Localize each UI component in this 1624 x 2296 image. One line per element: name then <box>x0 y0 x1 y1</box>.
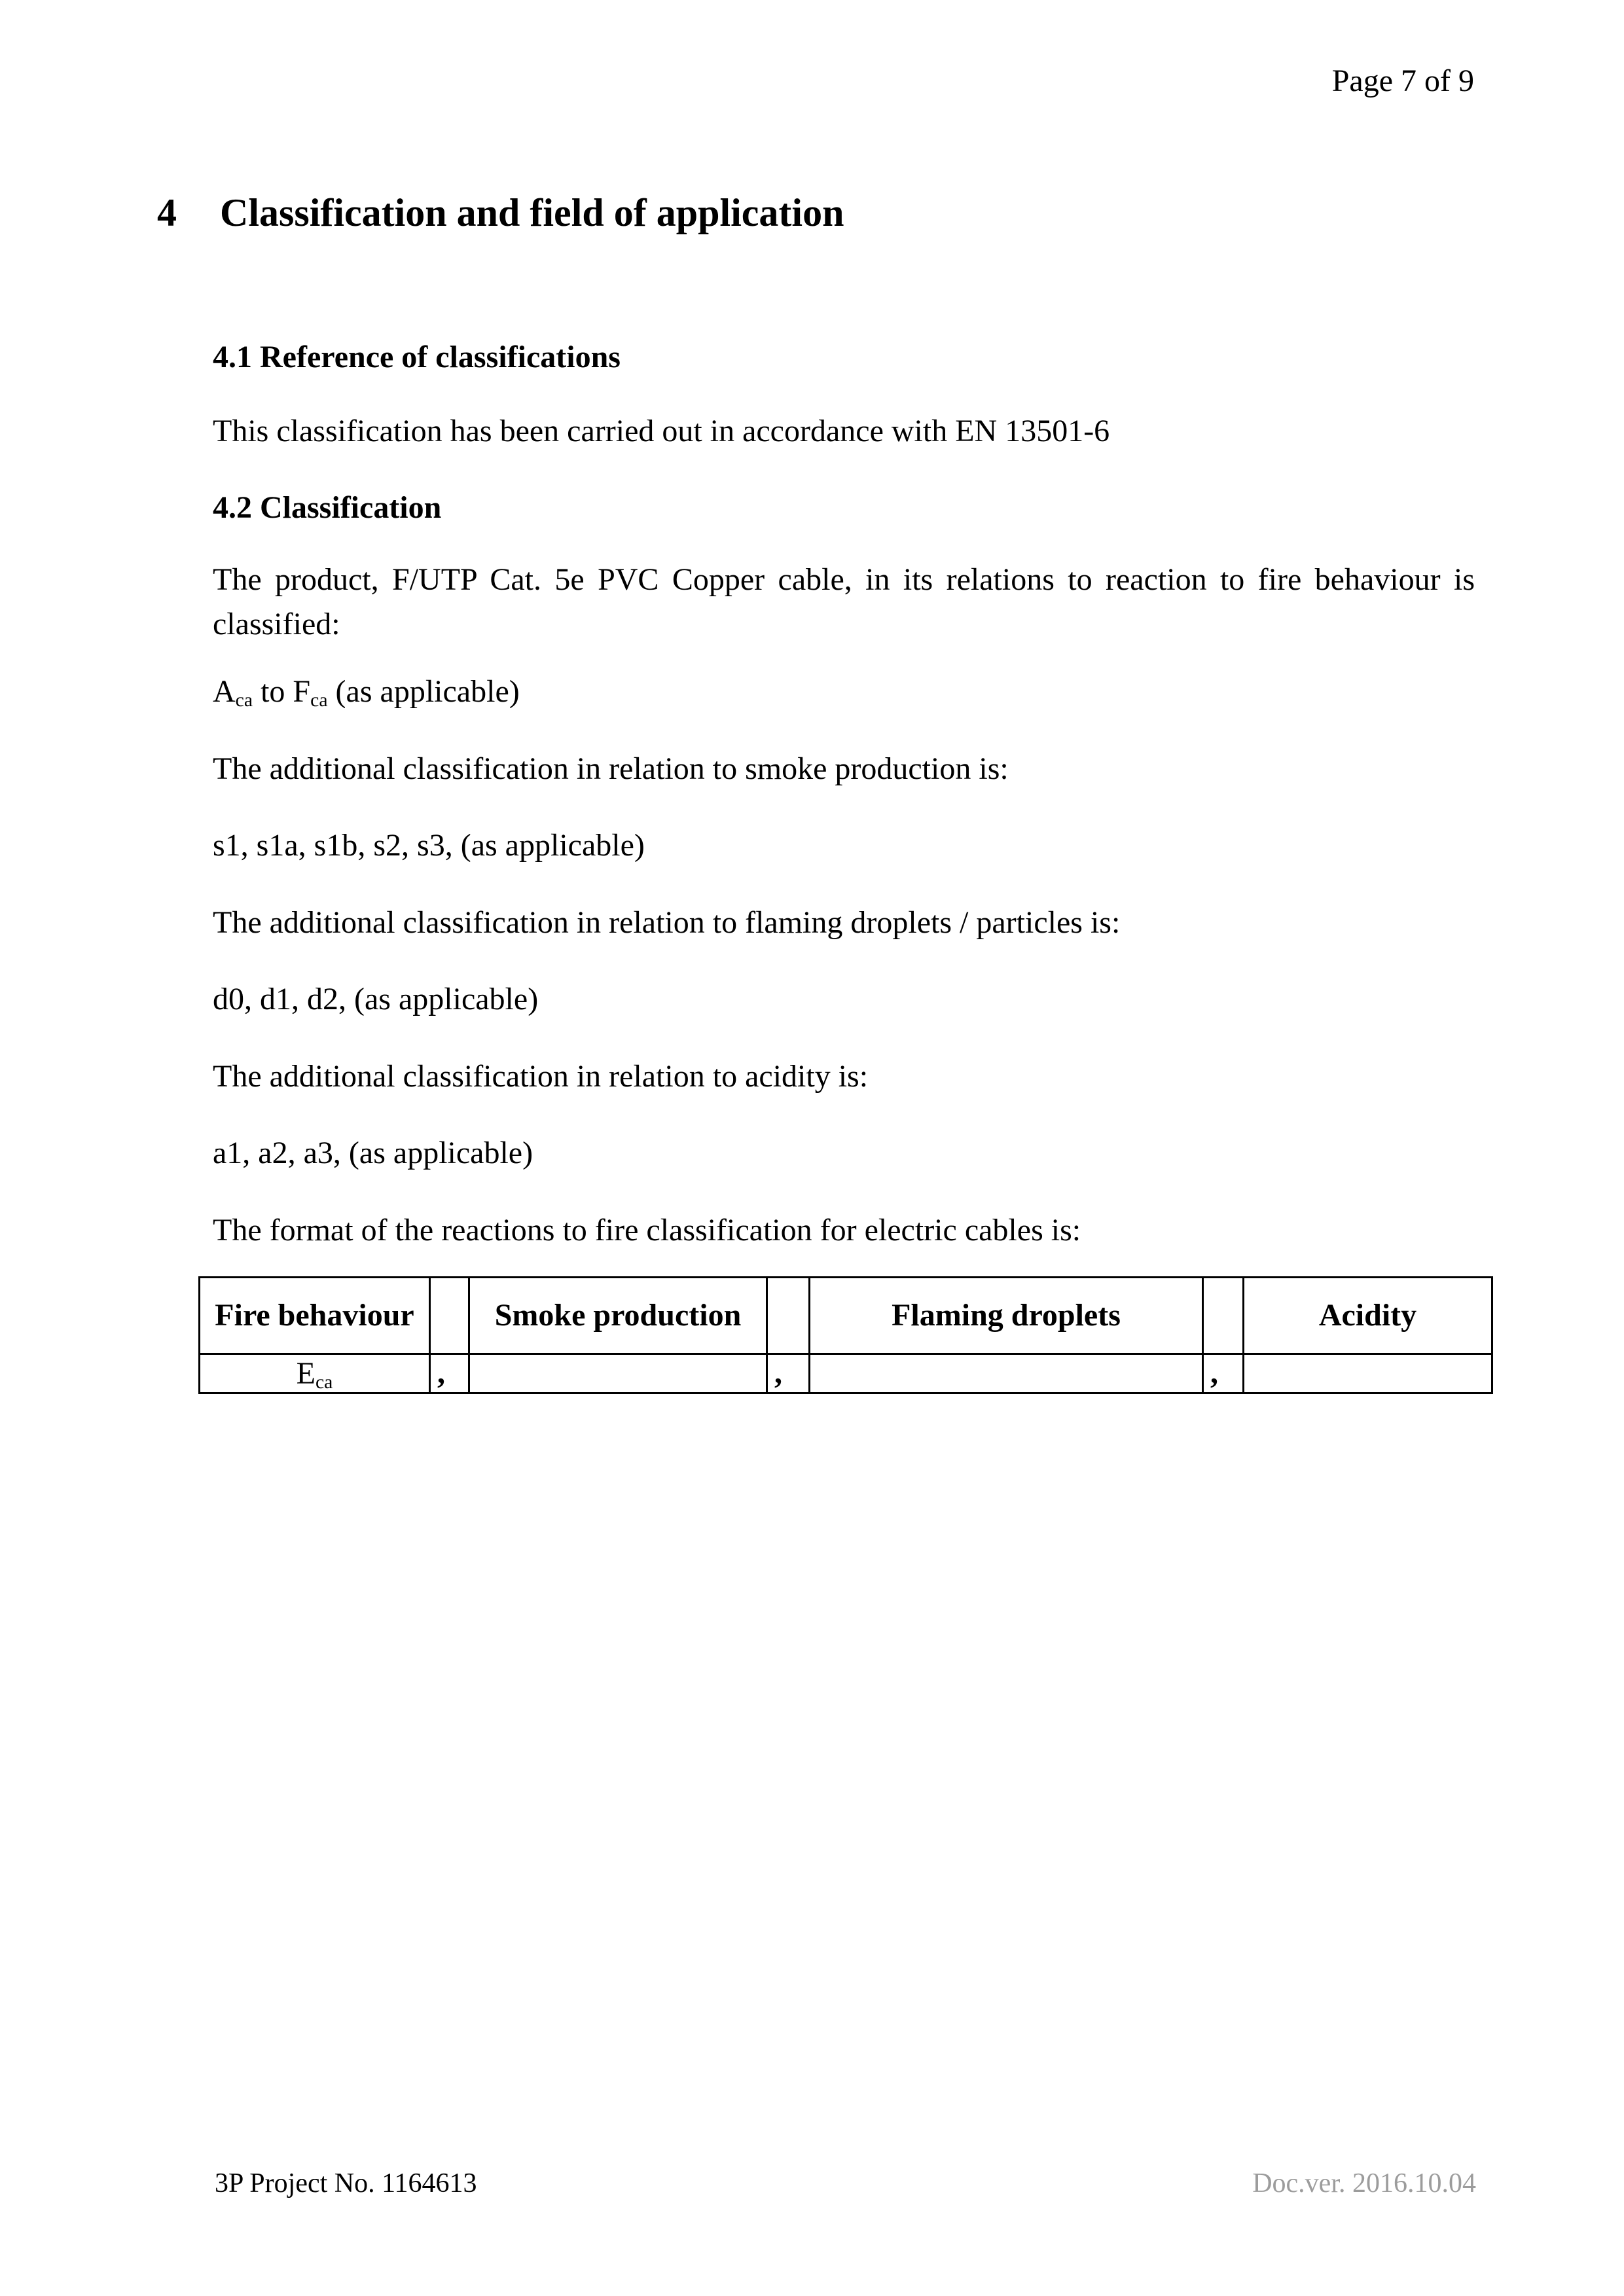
acidity-intro: The additional classification in relation to acidity is: <box>213 1059 869 1094</box>
cell-comma-1: , <box>430 1354 469 1393</box>
smoke-intro: The additional classification in relation to smoke production is: <box>213 751 1009 786</box>
header-acidity: Acidity <box>1244 1278 1492 1354</box>
footer-project-number: 3P Project No. 1164613 <box>215 2168 477 2198</box>
header-separator-3 <box>1203 1278 1244 1354</box>
header-fire-behaviour: Fire behaviour <box>200 1278 430 1354</box>
subsection-heading-41: 4.1 Reference of classifications <box>213 340 621 374</box>
droplets-values: d0, d1, d2, (as applicable) <box>213 982 539 1016</box>
cell-fire-behaviour-value <box>200 1354 430 1393</box>
reference-statement: This classification has been carried out in accordance with EN 13501-6 <box>213 414 1110 448</box>
smoke-values: s1, s1a, s1b, s2, s3, (as applicable) <box>213 828 645 863</box>
header-smoke-production: Smoke production <box>469 1278 767 1354</box>
cell-acidity-value <box>1244 1354 1492 1393</box>
cell-smoke-value <box>469 1354 767 1393</box>
cell-flaming-value <box>810 1354 1203 1393</box>
header-separator-1 <box>430 1278 469 1354</box>
range-tail: (as applicable) <box>327 674 520 709</box>
range-mid: to F <box>253 674 311 709</box>
subsection-heading-42: 4.2 Classification <box>213 490 442 525</box>
cell-comma-2: , <box>767 1354 810 1393</box>
range-sub-a: ca <box>235 689 253 711</box>
acidity-values: a1, a2, a3, (as applicable) <box>213 1136 533 1170</box>
table-data-row <box>200 1354 1492 1393</box>
section-heading <box>157 191 844 234</box>
droplets-intro: The additional classification in relation to flaming droplets / particles is: <box>213 905 1121 940</box>
header-separator-2 <box>767 1278 810 1354</box>
product-statement: The product, F/UTP Cat. 5e PVC Copper cable, in its relations to reaction to fire behaviour is classified: <box>213 562 1475 642</box>
eca-subscript: ca <box>315 1371 333 1393</box>
footer-doc-version: Doc.ver. 2016.10.04 <box>1252 2168 1476 2198</box>
header-flaming-droplets: Flaming droplets <box>810 1278 1203 1354</box>
fire-class-range-line <box>213 673 520 711</box>
eca-base: E <box>296 1356 316 1391</box>
table-header-row <box>200 1278 1492 1354</box>
section-heading-number: 4 <box>157 191 177 234</box>
page-number: Page 7 of 9 <box>1331 63 1474 98</box>
cell-comma-3: , <box>1203 1354 1244 1393</box>
range-sub-f: ca <box>310 689 328 711</box>
format-intro: The format of the reactions to fire classification for electric cables is: <box>213 1213 1081 1247</box>
range-base-a: A <box>213 674 236 709</box>
section-heading-title: Classification and field of application <box>220 191 844 234</box>
classification-format-table <box>198 1276 1493 1394</box>
